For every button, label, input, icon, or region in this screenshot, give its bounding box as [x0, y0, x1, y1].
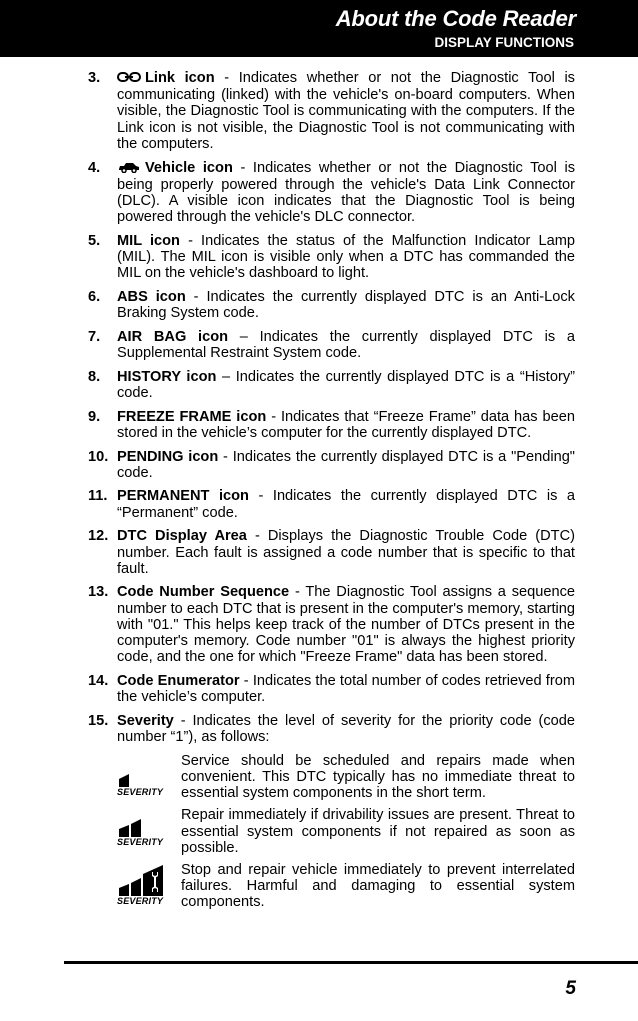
item-text: Indicates the total number of codes retrieved from the vehicle’s computer.	[117, 673, 575, 706]
item-text: Indicates whether or not the Diagnostic Tool is being properly powered through the vehicle's Data Link Connector (DLC). A visible icon indicates that the Diagnostic Tool is being powered through the vehicle's DLC connector.	[117, 159, 575, 226]
item-number: 11.	[88, 488, 108, 505]
content	[88, 70, 575, 917]
item-text: Indicates the currently displayed DTC is a “History” code.	[117, 368, 575, 401]
item-label: PENDING icon	[117, 448, 219, 465]
item-text: Indicates the currently displayed DTC is a "Pending" code.	[117, 448, 575, 481]
item-label: HISTORY icon	[117, 368, 217, 385]
item-number: 8.	[88, 368, 101, 385]
list-item	[88, 673, 575, 705]
severity-bars-icon	[117, 815, 181, 837]
item-number: 7.	[88, 328, 101, 345]
item-text: Indicates the currently displayed DTC is a Supplemental Restraint System code.	[117, 328, 575, 362]
item-separator: –	[228, 328, 260, 345]
item-separator: -	[173, 712, 193, 729]
list-item	[88, 233, 575, 282]
severity-bars-icon	[117, 771, 181, 787]
link-icon	[117, 71, 141, 87]
footer-rule	[64, 961, 638, 964]
item-text: Indicates whether or not the Diagnostic Tool is communicating (linked) with the vehicle's on-board computers. When visible, the Diagnostic Tool is communicating with the computers. If the Link icon is not visible, the Diagnostic Tool is not communicating with the computers.	[117, 70, 575, 152]
item-separator: -	[266, 408, 281, 425]
item-label: Severity	[117, 712, 174, 729]
header-title: About the Code Reader	[335, 6, 576, 31]
page-header	[0, 0, 638, 57]
list-item	[88, 488, 575, 520]
severity-bars-icon	[117, 864, 181, 896]
list-item	[88, 70, 575, 152]
severity-row	[117, 807, 575, 856]
item-separator: -	[185, 288, 207, 305]
item-number: 10.	[88, 448, 109, 465]
item-number: 3.	[88, 70, 101, 86]
list-item	[88, 409, 575, 441]
severity-text: Stop and repair vehicle immediately to prevent interrelated failures. Harmful and damaging to essential system components.	[181, 862, 575, 911]
severity-text: Service should be scheduled and repairs made when convenient. This DTC typically has no immediate threat to essential system components in the short term.	[181, 752, 575, 802]
item-label: AIR BAG icon	[117, 328, 229, 345]
item-label: DTC Display Area	[117, 528, 247, 545]
item-number: 13.	[88, 584, 109, 601]
severity-label: SEVERITY	[117, 837, 164, 848]
item-label: ABS icon	[117, 288, 186, 305]
item-text: Indicates the status of the Malfunction Indicator Lamp (MIL). The MIL icon is visible only when a DTC has commanded the MIL on the vehicle's dashboard to light.	[117, 232, 575, 282]
severity-label: SEVERITY	[117, 786, 164, 797]
item-text: Displays the Diagnostic Trouble Code (DTC) number. Each fault is assigned a code number that is specific to that fault.	[117, 528, 575, 577]
severity-text: Repair immediately if drivability issues are present. Threat to essential system components if not repaired as soon as possible.	[181, 807, 575, 856]
item-label: Code Enumerator	[117, 673, 240, 689]
page-number: 5	[565, 978, 576, 999]
list-item	[88, 584, 575, 665]
item-number: 14.	[88, 673, 109, 689]
item-text: Indicates that “Freeze Frame” data has been stored in the vehicle’s computer for the currently displayed DTC.	[117, 408, 575, 441]
item-number: 4.	[88, 159, 101, 176]
item-number: 9.	[88, 408, 101, 425]
header-subtitle: DISPLAY FUNCTIONS	[434, 35, 574, 50]
item-label: FREEZE FRAME icon	[117, 408, 267, 425]
item-separator: -	[239, 673, 253, 689]
item-label: PERMANENT icon	[117, 488, 249, 505]
item-number: 12.	[88, 528, 109, 545]
item-separator: -	[218, 448, 233, 465]
item-separator: -	[214, 70, 239, 86]
item-separator: -	[179, 232, 202, 249]
item-number: 6.	[88, 288, 101, 305]
item-number: 15.	[88, 712, 109, 729]
item-separator: -	[289, 584, 306, 601]
severity-row	[117, 862, 575, 911]
severity-row	[117, 753, 575, 802]
list-item	[88, 289, 575, 321]
item-text: Indicates the currently displayed DTC is an Anti-Lock Braking System code.	[117, 288, 575, 322]
item-text: The Diagnostic Tool assigns a sequence number to each DTC that is present in the computer's memory, starting with "01." This helps keep track of the number of DTCs present in the computer's memory. Code number "01" is always the highest priority code, and the one for which "Freeze Frame" data has been stored.	[117, 584, 575, 666]
item-separator: -	[246, 528, 268, 545]
item-separator: –	[216, 368, 236, 385]
item-separator: -	[248, 488, 273, 505]
list-item	[88, 160, 575, 226]
list-item	[88, 449, 575, 481]
list-item	[88, 528, 575, 577]
wrench-icon	[150, 871, 160, 898]
item-label: Vehicle icon	[145, 159, 233, 176]
list-item	[88, 329, 575, 361]
item-text: Indicates the level of severity for the priority code (code number “1”), as follows:	[117, 712, 575, 746]
severity-legend	[117, 753, 575, 911]
list-item	[88, 713, 575, 745]
item-text: Indicates the currently displayed DTC is a “Permanent” code.	[117, 488, 576, 521]
list-item	[88, 369, 575, 401]
severity-label: SEVERITY	[117, 896, 164, 907]
item-label: Code Number Sequence	[117, 584, 290, 601]
vehicle-icon	[117, 161, 141, 177]
item-separator: -	[232, 159, 253, 176]
item-number: 5.	[88, 232, 101, 249]
item-label: Link icon	[145, 70, 215, 86]
item-label: MIL icon	[117, 232, 180, 249]
